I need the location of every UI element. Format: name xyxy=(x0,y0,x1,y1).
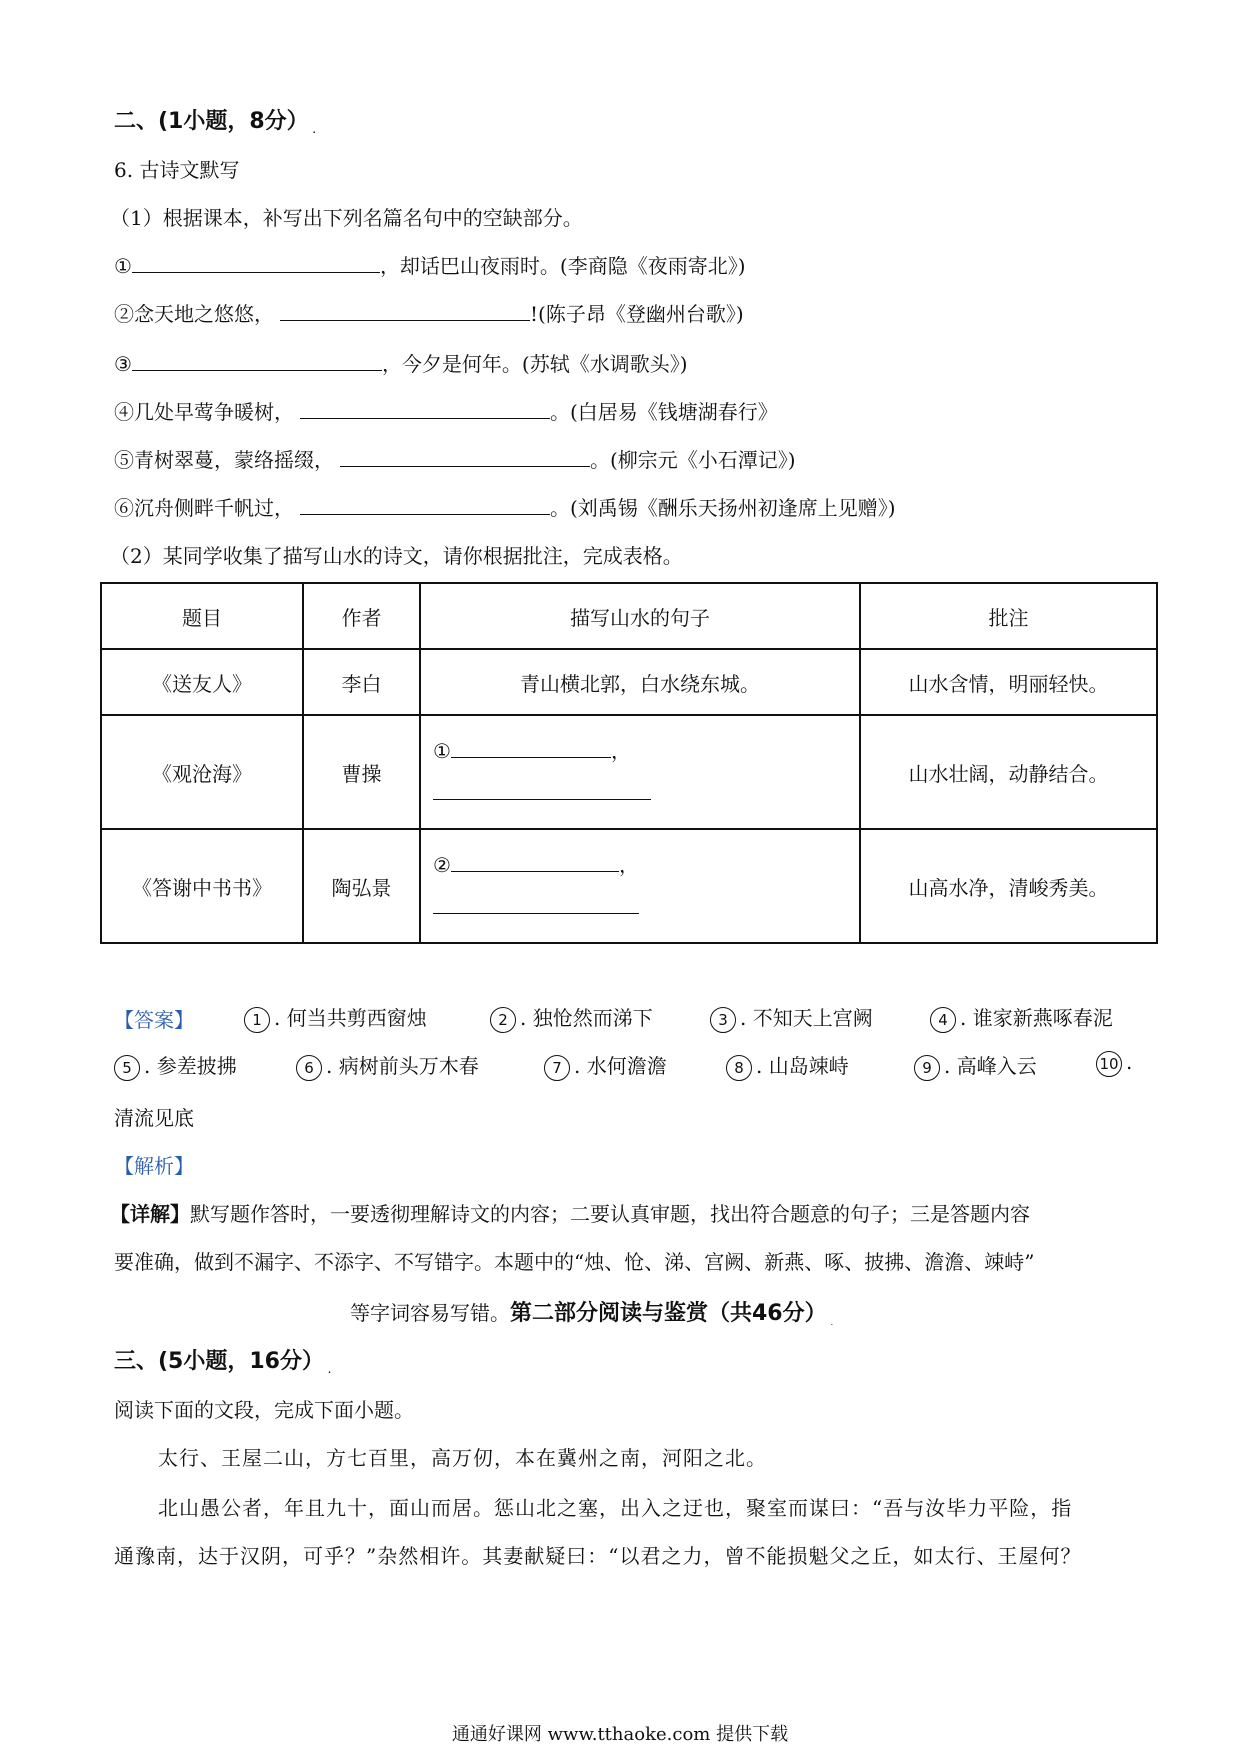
answer-item: 7 . 水何澹澹 xyxy=(544,1050,667,1081)
answer-blank[interactable] xyxy=(132,350,382,371)
fill-item-5: ⑤青树翠蔓，蒙络摇缀， 。(柳宗元《小石潭记》) xyxy=(114,448,796,472)
analysis-line-3: 等字词容易写错。第二部分阅读与鉴赏（共46分） . xyxy=(350,1301,834,1327)
table-cell: 《送友人》 xyxy=(101,649,303,715)
fill-item-4: ④几处早莺争暖树， 。(白居易《钱塘湖春行》 xyxy=(114,400,778,424)
answer-label: 【答案】 xyxy=(114,1008,194,1032)
answer-blank[interactable] xyxy=(451,851,619,872)
answer-blank[interactable] xyxy=(451,737,611,758)
analysis-line-2: 要准确，做到不漏字、不添字、不写错字。本题中的“烛、怆、涕、宫阙、新燕、啄、披拂、澹澹、竦峙” xyxy=(114,1250,1035,1274)
answer-blank[interactable] xyxy=(300,398,550,419)
fill-item-6: ⑥沉舟侧畔千帆过， 。(刘禹锡《酬乐天扬州初逢席上见赠》) xyxy=(114,496,896,520)
analysis-label: 【解析】 xyxy=(114,1154,194,1178)
table-cell: 山水含情，明丽轻快。 xyxy=(860,649,1157,715)
answer-blank[interactable] xyxy=(433,893,639,914)
table-cell: 《答谢中书书》 xyxy=(101,829,303,943)
answer-item: 10 . xyxy=(1096,1050,1132,1077)
fill-item-3: ③ ，今夕是何年。(苏轼《水调歌头》) xyxy=(114,352,688,376)
part2-intro: （2）某同学收集了描写山水的诗文，请你根据批注，完成表格。 xyxy=(110,544,683,568)
answer-item: 2 . 独怆然而涕下 xyxy=(490,1002,653,1033)
table-cell: 李白 xyxy=(303,649,420,715)
answer-item: 4 . 谁家新燕啄春泥 xyxy=(930,1002,1113,1033)
section-heading: 三、(5小题，16分） . xyxy=(114,1349,332,1375)
answer-blank[interactable] xyxy=(132,252,380,273)
answer-item: 3 . 不知天上宫阙 xyxy=(710,1002,873,1033)
answer-last-line: 清流见底 xyxy=(114,1106,194,1130)
table-header: 描写山水的句子 xyxy=(420,583,860,649)
table-cell: 青山横北郭，白水绕东城。 xyxy=(420,649,860,715)
table-header: 批注 xyxy=(860,583,1157,649)
section-heading: 二、(1小题，8分） . xyxy=(114,109,316,135)
table-cell: 山水壮阔，动静结合。 xyxy=(860,715,1157,829)
table-cell-blank: ① ， xyxy=(420,715,860,829)
table-row xyxy=(101,715,1157,829)
answer-blank[interactable] xyxy=(300,494,550,515)
table-header: 题目 xyxy=(101,583,303,649)
passage-para-2-line-1: 北山愚公者，年且九十，面山而居。惩山北之塞，出入之迂也，聚室而谋曰：“吾与汝毕力平险，指 xyxy=(158,1496,1073,1520)
table-row xyxy=(101,829,1157,943)
footer-watermark: 通通好课网 www.tthaoke.com 提供下载 xyxy=(451,1724,789,1745)
answer-blank[interactable] xyxy=(433,779,651,800)
answer-item: 5 . 参差披拂 xyxy=(114,1050,237,1081)
table-cell: 陶弘景 xyxy=(303,829,420,943)
answer-item: 9 . 高峰入云 xyxy=(914,1050,1037,1081)
poem-table xyxy=(100,582,1158,944)
table-cell: 《观沧海》 xyxy=(101,715,303,829)
table-cell-blank: ② ， xyxy=(420,829,860,943)
reading-intro: 阅读下面的文段，完成下面小题。 xyxy=(114,1398,414,1422)
passage-para-1: 太行、王屋二山，方七百里，高万仞，本在冀州之南，河阳之北。 xyxy=(158,1446,767,1470)
answer-blank[interactable] xyxy=(340,446,590,467)
answer-item: 6 . 病树前头万木春 xyxy=(296,1050,479,1081)
table-header: 作者 xyxy=(303,583,420,649)
fill-item-2: ②念天地之悠悠， !(陈子昂《登幽州台歌》) xyxy=(114,302,744,326)
analysis-line-1: 【详解】默写题作答时，一要透彻理解诗文的内容；二要认真审题，找出符合题意的句子；三是答题内容 xyxy=(110,1202,1030,1226)
table-cell: 曹操 xyxy=(303,715,420,829)
question-title: 6. 古诗文默写 xyxy=(114,158,240,182)
fill-item-1: ① ，却话巴山夜雨时。(李商隐《夜雨寄北》) xyxy=(114,254,746,278)
answer-item: 8 . 山岛竦峙 xyxy=(726,1050,849,1081)
answer-item: 1 . 何当共剪西窗烛 xyxy=(244,1002,427,1033)
table-cell: 山高水净，清峻秀美。 xyxy=(860,829,1157,943)
passage-para-2-line-2: 通豫南，达于汉阴，可乎？”杂然相许。其妻献疑曰：“以君之力，曾不能损魁父之丘，如太行、王屋何？ xyxy=(114,1544,1082,1568)
table-row xyxy=(101,649,1157,715)
answer-blank[interactable] xyxy=(280,300,530,321)
part1-intro: （1）根据课本，补写出下列名篇名句中的空缺部分。 xyxy=(110,206,583,230)
